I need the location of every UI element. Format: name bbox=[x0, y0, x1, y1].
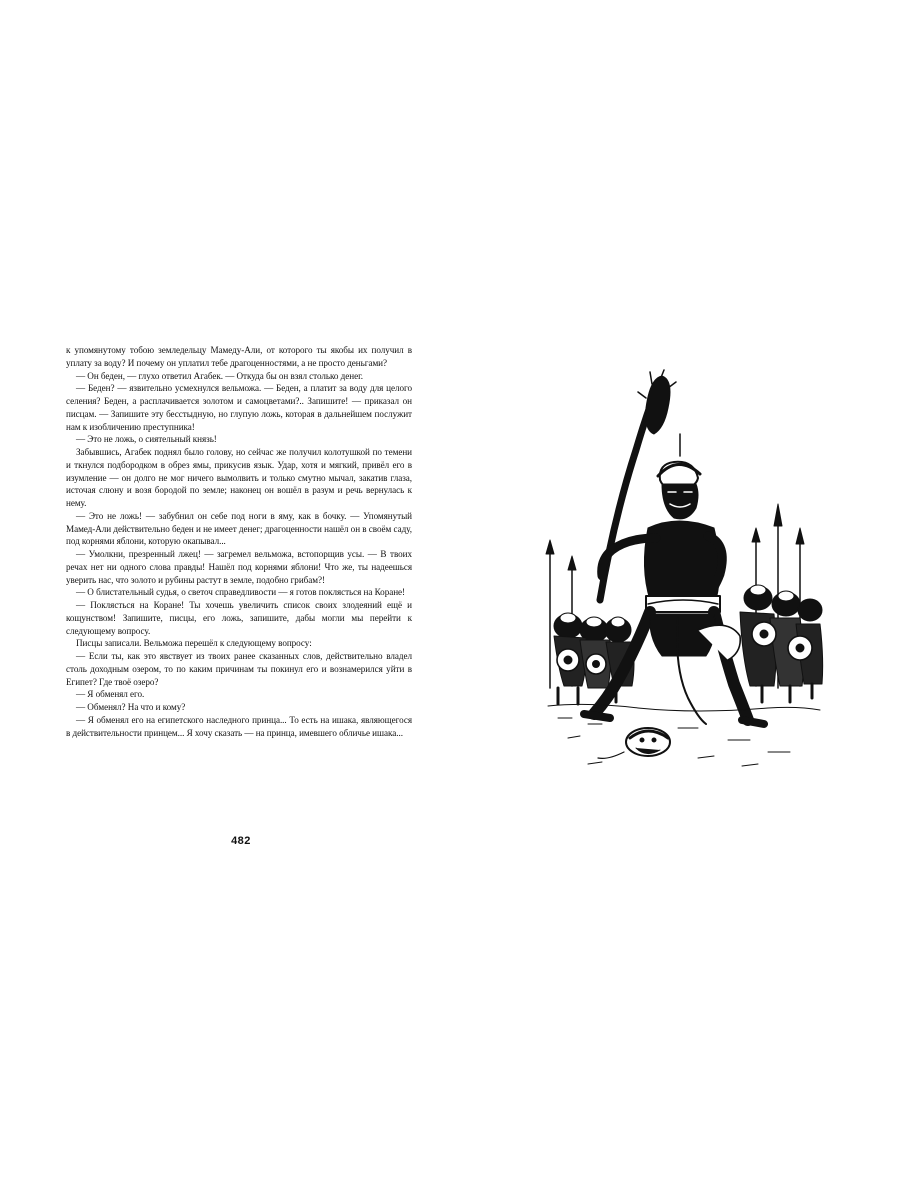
page-number: 482 bbox=[231, 835, 251, 847]
paragraph: к упомянутому тобою земледельцу Мамеду-Али, от которого ты якобы их получил в уплату за воду? И почему он уплатил тебе драгоценностями, а не просто деньгами? bbox=[66, 345, 412, 368]
paragraph: Забывшись, Агабек поднял было голову, но сейчас же получил колотушкой по темени и ткнулся подбородком в обрез ямы, прикусив язык. Удар, хотя и мягкий, привёл его в изумление — он долго не мог ничего вымолвить и только смутно мычал, закатив глаза, источая слюну и возя бородой по земле; наконец он вошёл в разум и речь вернулась к нему. bbox=[66, 447, 412, 508]
head-on-ground bbox=[598, 728, 670, 758]
paragraph: — Если ты, как это явствует из твоих ранее сказанных слов, действительно владел столь доходным озером, то по каким причинам ты покинул его и вознамерился уйти в Египет? Где твоё озеро? bbox=[66, 651, 412, 687]
paragraph: — Умолкни, презренный лжец! — загремел вельможа, встопорщив усы. — В твоих речах нет ни одного слова правды! Нашёл под корнями яблони! Что же, ты надеешься уверить нас, что золото и рубины растут в земле, подобно грибам?! bbox=[66, 549, 412, 585]
executioner bbox=[584, 434, 764, 724]
paragraph: — Поклясться на Коране! Ты хочешь увеличить список своих злодеяний ещё и кощунством! Запишите, писцы, его ложь, запишите, дабы могли мы перейти к следующему вопросу. bbox=[66, 600, 412, 636]
paragraph: Писцы записали. Вельможа перешёл к следующему вопросу: bbox=[76, 638, 312, 649]
soldier-crowd-right bbox=[740, 504, 823, 702]
paragraph: — Я обменял его на египетского наследного принца... То есть на ишака, являющегося в действительности принцем... Я хочу сказать — на принца, имевшего обличье ишака... bbox=[66, 714, 412, 738]
paragraph: — Обменял? На что и кому? bbox=[76, 702, 186, 712]
paragraph: — О блистательный судья, о светоч справедливости — я готов поклясться на Коране! bbox=[76, 587, 406, 598]
paragraph: — Я обменял его. bbox=[76, 689, 145, 700]
ink-drawing-icon bbox=[528, 368, 828, 798]
paragraph: — Он беден, — глухо ответил Агабек. — Откуда бы он взял столько денег. bbox=[76, 370, 363, 381]
left-page-text bbox=[66, 344, 412, 739]
paragraph: — Это не ложь! — забубнил он себе под ноги в яму, как в бочку. — Упомянутый Мамед-Али действительно беден и не имеет денег; драгоценности нашёл он в своём саду, под корнями яблони, которую окапывал... bbox=[66, 510, 412, 547]
paragraph: — Это не ложь, о сиятельный князь! bbox=[76, 434, 217, 445]
executioner-illustration bbox=[528, 368, 828, 798]
paragraph: — Беден? — язвительно усмехнулся вельможа. — Беден, а платит за воду для целого селения? Беден, а расплачивается золотом и самоцветами?.. Запишите! — приказал он писцам. — Запишите эту бесстыдную, но глупую ложь, которая в дальнейшем послужит нам к изобличению преступника! bbox=[66, 383, 412, 432]
